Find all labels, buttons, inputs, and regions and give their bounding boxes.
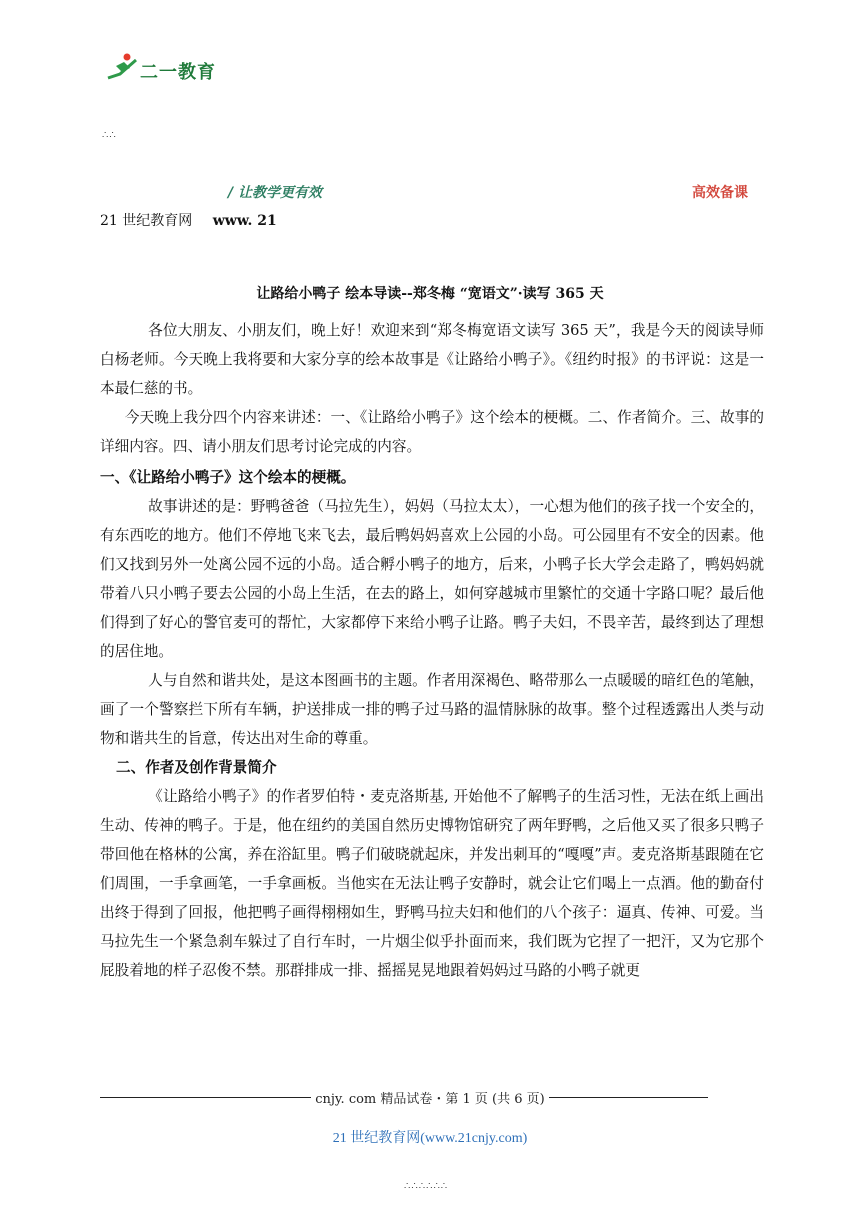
page-info-text: cnjy. com 精品试卷・第 1 页 (共 6 页) [311,1092,548,1107]
header-prep-label: 高效备课 [692,185,748,201]
footer-link[interactable]: 21 世纪教育网(www.21cnjy.com) [332,1131,528,1146]
article-body [100,316,764,985]
header-slogan: / 让教学更有效 [228,185,322,201]
footer-page-info [0,1088,860,1107]
logo [106,52,236,86]
decorative-dots-top: ∴∴ [102,130,117,141]
paragraph-intro: 各位大朋友、小朋友们，晚上好！欢迎来到“郑冬梅宽语文读写 365 天”，我是今天的阅读导师白杨老师。今天晚上我将要和大家分享的绘本故事是《让路给小鸭子》。《纽约时报》的书评说：这是一本最仁慈的书。 [100,322,764,397]
logo-text: 二一教育 [140,62,216,83]
section-heading-author: 二、作者及创作背景简介 [116,759,277,776]
runner-logo-icon [106,52,140,82]
site-name: 21 世纪教育网 [100,213,193,229]
paragraph-theme: 人与自然和谐共处，是这本图画书的主题。作者用深褐色、略带那么一点暖暖的暗红色的笔触，画了一个警察拦下所有车辆，护送排成一排的鸭子过马路的温情脉脉的故事。整个过程透露出人类与动物和谐共生的旨意，传达出对生命的尊重。 [100,672,764,747]
site-url[interactable]: www. 21 [212,213,277,229]
paragraph-author: 《让路给小鸭子》的作者罗伯特・麦克洛斯基, 开始他不了解鸭子的生活习性，无法在纸上画出生动、传神的鸭子。于是，他在纽约的美国自然历史博物馆研究了两年野鸭，之后他又买了很多只鸭子带回他在格林的公寓，养在浴缸里。鸭子们破晓就起床，并发出刺耳的“嘎嘎”声。麦克洛斯基跟随在它们周围，一手拿画笔，一手拿画板。当他实在无法让鸭子安静时，就会让它们喝上一点酒。他的勤奋付出终于得到了回报，他把鸭子画得栩栩如生，野鸭马拉夫妇和他们的八个孩子：逼真、传神、可爱。当马拉先生一个紧急刹车躲过了自行车时，一片烟尘似乎扑面而来，我们既为它捏了一把汗，又为它那个屁股着地的样子忍俊不禁。那群排成一排、摇摇晃晃地跟着妈妈过马路的小鸭子就更 [100,788,764,979]
paragraph-outline: 今天晚上我分四个内容来讲述：一、《让路给小鸭子》这个绘本的梗概。二、作者简介。三、故事的详细内容。四、请小朋友们思考讨论完成的内容。 [100,409,764,455]
decorative-dots-bottom: ∴∴∴∴∴∴ [404,1181,449,1192]
section-heading-summary: 一、《让路给小鸭子》这个绘本的梗概。 [100,469,356,486]
article-title: 让路给小鸭子 绘本导读--郑冬梅 “宽语文”·读写 365 天 [256,286,604,302]
site-line [100,210,277,230]
paragraph-story: 故事讲述的是：野鸭爸爸（马拉先生），妈妈（马拉太太），一心想为他们的孩子找一个安全的，有东西吃的地方。他们不停地飞来飞去，最后鸭妈妈喜欢上公园的小岛。可公园里有不安全的因素。他们又找到另外一处离公园不远的小岛。适合孵小鸭子的地方，后来，小鸭子长大学会走路了，鸭妈妈就带着八只小鸭子要去公园的小岛上生活，在去的路上，如何穿越城市里繁忙的交通十字路口呢？最后他们得到了好心的警官麦可的帮忙，大家都停下来给小鸭子让路。鸭子夫妇，不畏辛苦，最终到达了理想的居住地。 [100,498,764,660]
